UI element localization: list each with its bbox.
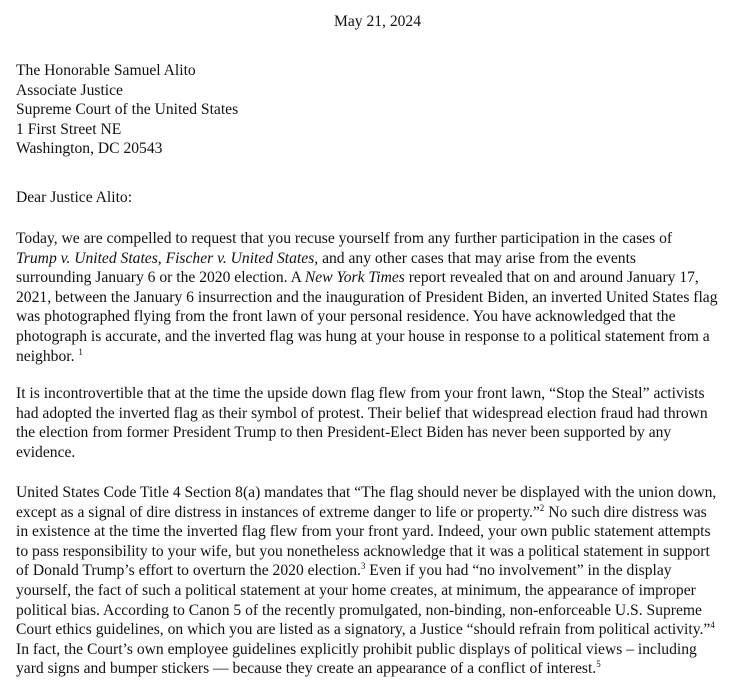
- text-line: the election from former President Trump to then President-Elect Biden has never been supported by any: [16, 424, 672, 442]
- text-line: was photographed flying from the front lawn of your personal residence. You have acknowledged that the: [16, 308, 676, 326]
- text-line: Court ethics guidelines, on which you are listed as a signatory, a Justice “should refrain from political activity.”$^4$: [16, 620, 715, 639]
- address-line: Washington, DC 20543: [16, 140, 163, 158]
- text-line: except as a signal of dire distress in instances of extreme danger to life or property.”$^2$ No such dire distress was: [16, 502, 707, 521]
- recipient-address: [16, 61, 238, 159]
- text-line: In fact, the Court’s own employee guidelines explicitly prohibit public displays of political views – including: [16, 640, 697, 658]
- text-line: Trump v. United States, Fischer v. United States, and any other cases that may arise from the events: [16, 249, 636, 267]
- text-line: to pass responsibility to your wife, but you nonetheless acknowledge that it was a political statement in support: [16, 542, 710, 560]
- address-line: Supreme Court of the United States: [16, 101, 239, 119]
- text-line: political bias. According to Canon 5 of the recently promulgated, non-binding, non-enforceable U.S. Supreme: [16, 601, 702, 619]
- paragraph-3: [16, 483, 741, 679]
- paragraph-2: [16, 384, 741, 462]
- text-line: yard signs and bumper stickers — because they create an appearance of a conflict of interest.$^5$: [16, 659, 601, 678]
- text-line: of Donald Trump’s effort to overturn the 2020 election.$^3$ Even if you had “no involvement” in the display: [16, 561, 672, 580]
- text-line: surrounding January 6 or the 2020 election. A New York Times report revealed that on and around January 17,: [16, 269, 699, 287]
- salutation: Dear Justice Alito:: [16, 189, 133, 206]
- text-line: Today, we are compelled to request that you recuse yourself from any further participation in the cases of: [16, 230, 673, 247]
- address-line: The Honorable Samuel Alito: [16, 62, 196, 79]
- text-line: evidence.: [16, 443, 76, 461]
- footnote-ref[interactable]: 5: [596, 659, 601, 670]
- text-line: neighbor. $^1$: [16, 346, 83, 365]
- publication-name: New York Times: [304, 269, 405, 287]
- footnote-ref[interactable]: 3: [360, 561, 366, 572]
- text-line: yourself, the fact of such a political statement at your home creates, at minimum, the appearance of improper: [16, 581, 696, 599]
- address-line: 1 First Street NE: [16, 120, 122, 138]
- footnote-ref[interactable]: 1: [78, 346, 83, 357]
- footnote-ref[interactable]: 2: [539, 502, 545, 513]
- text-line: It is incontrovertible that at the time the upside down flag flew from your front lawn, “Stop the Steal” activists: [16, 385, 705, 402]
- text-line: photograph is accurate, and the inverted flag was hung at your house in response to a political statement from a: [16, 327, 710, 345]
- text-line: had adopted the inverted flag as their symbol of protest. Their belief that widespread election fraud had thrown: [16, 404, 708, 422]
- text-line: 2021, between the January 6 insurrection and the inauguration of President Biden, an inverted United States flag: [16, 288, 718, 306]
- paragraph-1: [16, 229, 741, 366]
- text-line: United States Code Title 4 Section 8(a) mandates that “The flag should never be displayed with the union down,: [16, 484, 717, 501]
- address-line: Associate Justice: [16, 81, 123, 99]
- text-line: in existence at the time the inverted flag flew from your front yard. Indeed, your own public statement attempts: [16, 523, 711, 541]
- footnote-ref[interactable]: 4: [710, 620, 715, 631]
- case-names: Trump v. United States, Fischer v. United States,: [16, 249, 319, 267]
- letter-date: May 21, 2024: [333, 13, 422, 30]
